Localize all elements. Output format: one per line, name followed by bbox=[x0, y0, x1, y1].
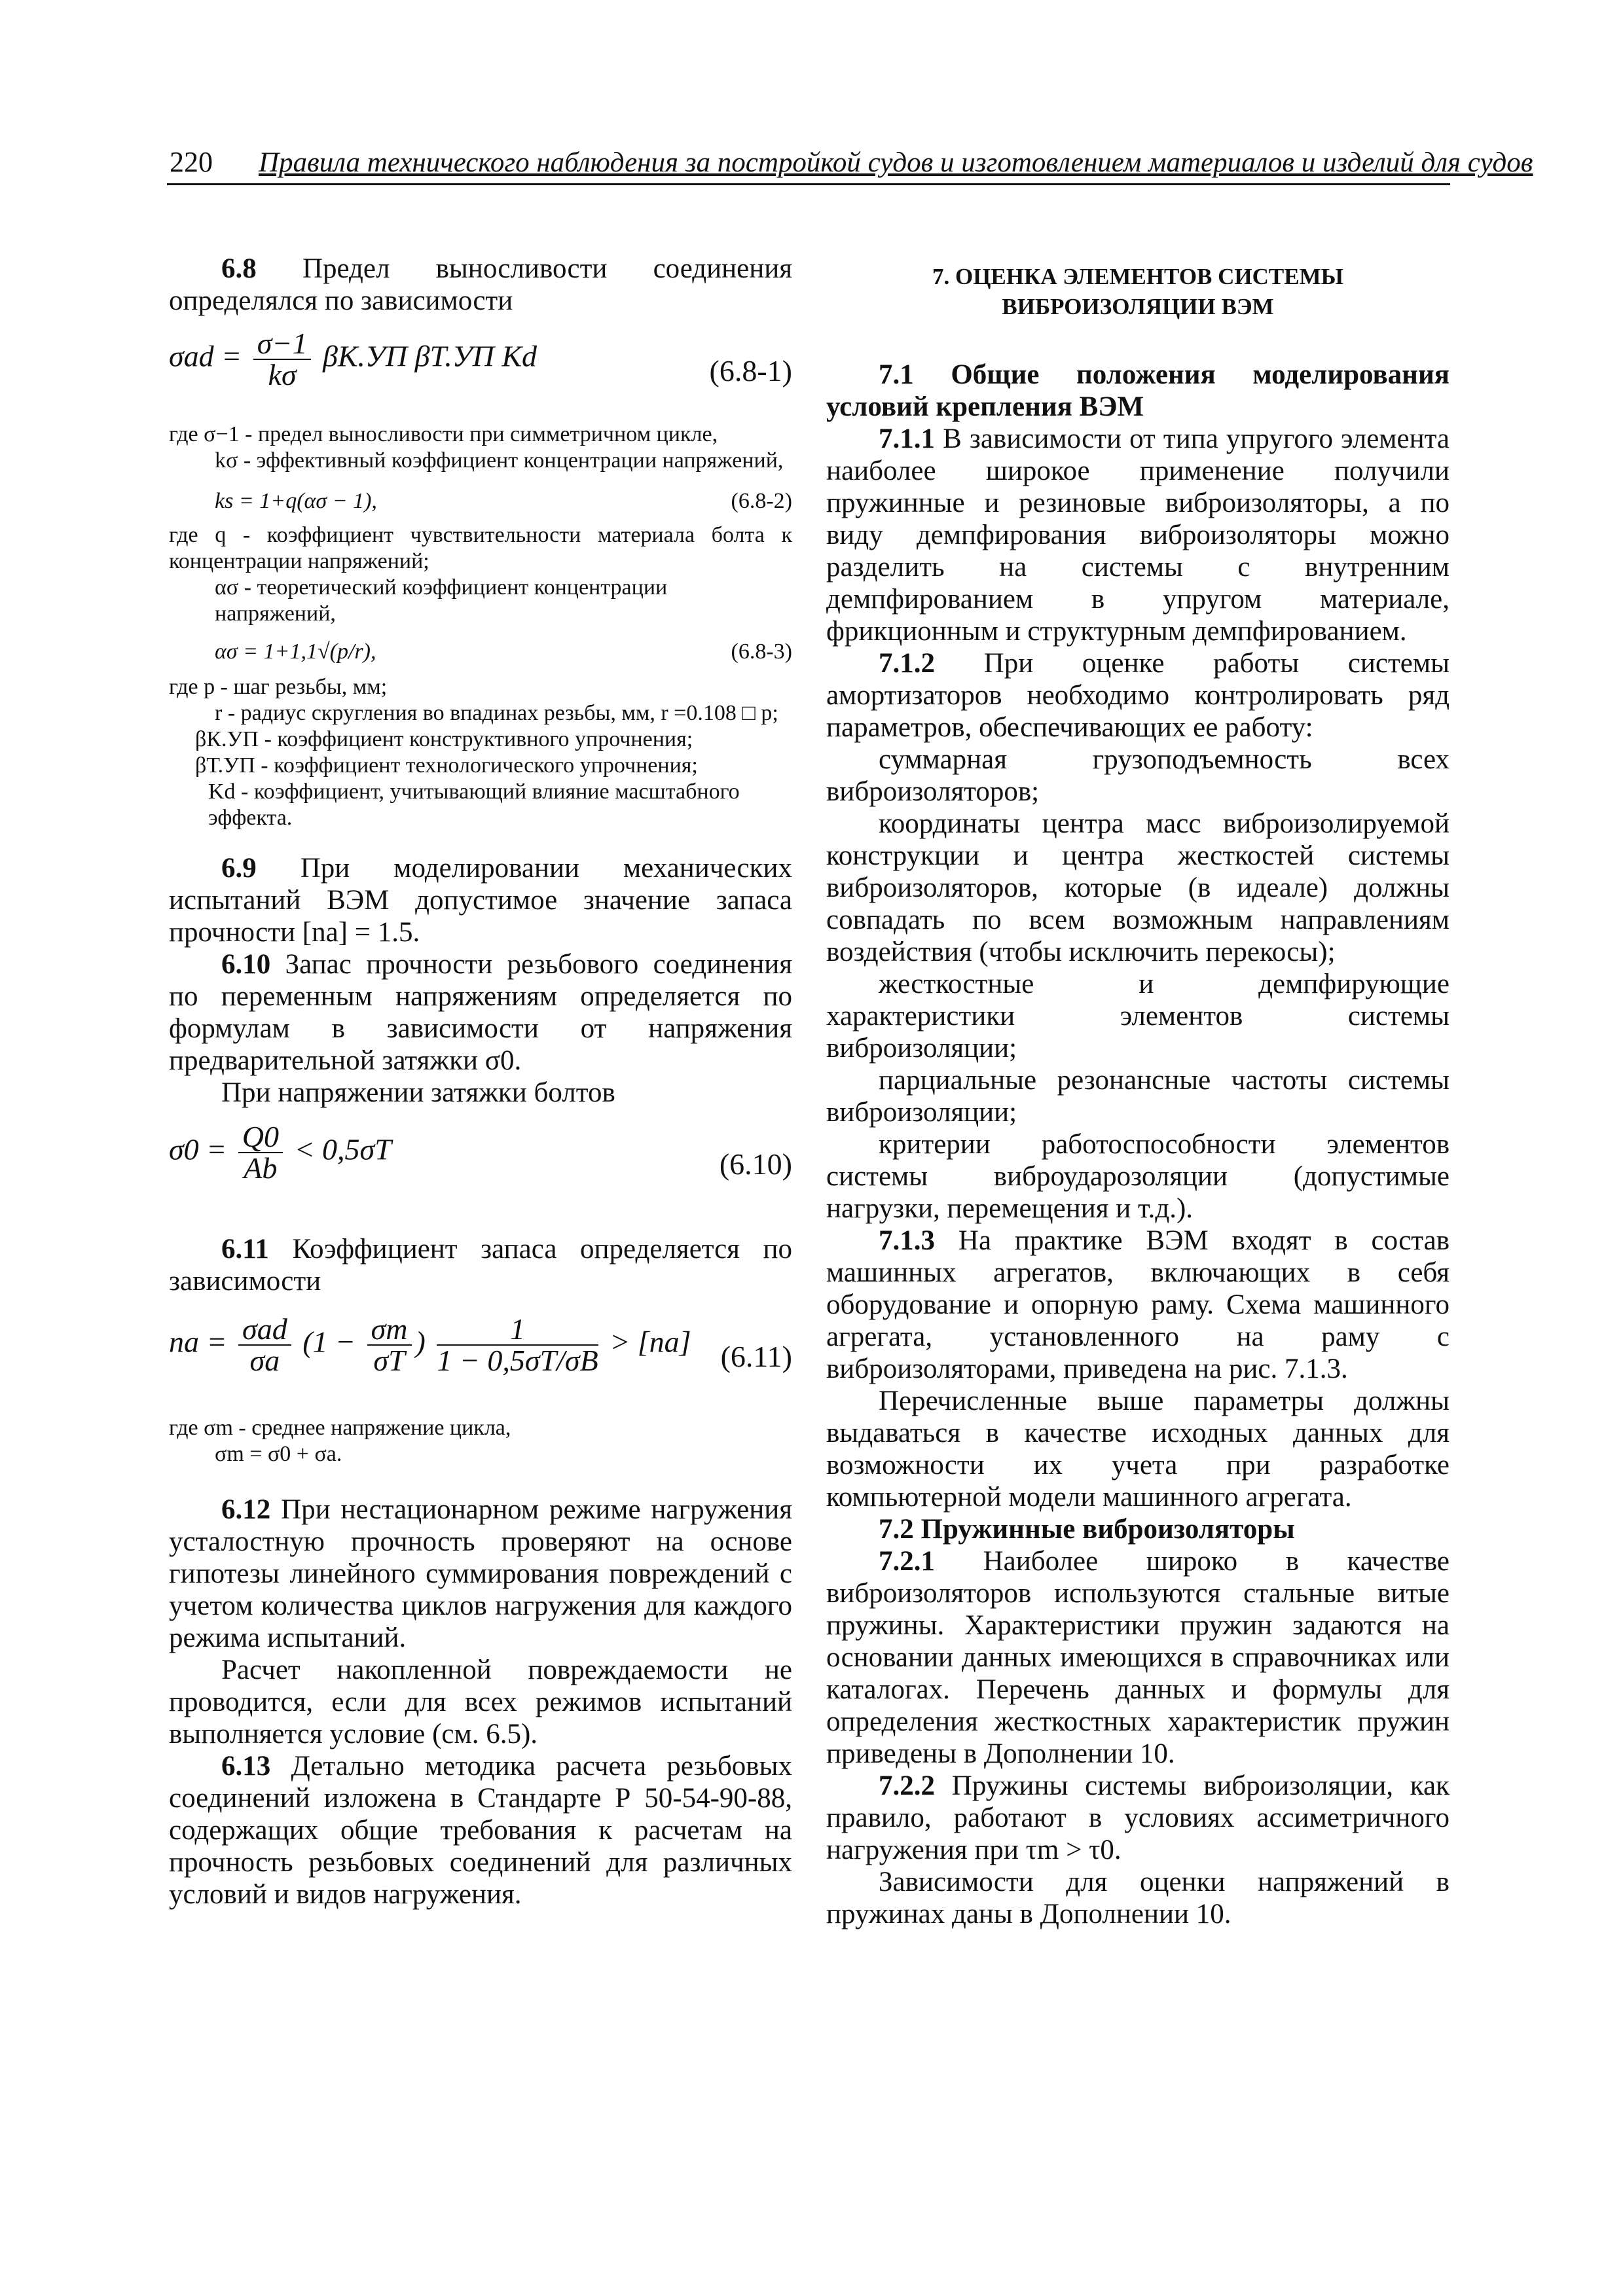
where-block-4: где σm - среднее напряжение цикла, σm = σ0 + σa. bbox=[169, 1416, 511, 1466]
left-column bbox=[169, 253, 792, 1910]
paragraph-6-12: 6.12 При нестационарном режиме нагружения усталостную прочность проверяют на основе гипотезы линейного суммирования повреждений с учетом количества циклов нагружения для каждого режима испытаний. bbox=[169, 1494, 793, 1653]
page-header bbox=[167, 143, 1533, 185]
paragraph-7-1-2: 7.1.2 При оценке работы системы амортизаторов необходимо контролировать ряд параметров, обеспечивающих ее работу: bbox=[826, 648, 1450, 743]
formula-6-10: σ0 = $\frac{Q0}{Ab}$ < 0,5σT (6.10) bbox=[169, 1120, 792, 1185]
formula-6-8-3: ασ = 1+1,1√(p/r), (6.8-3) bbox=[215, 639, 792, 664]
list-item: суммарная грузоподъемность всех виброизоляторов; bbox=[826, 744, 1450, 807]
where-block-3: где p - шаг резьбы, мм; r - радиус скругления во впадинах резьбы, мм, r =0.108 □ p; βК.УП - коэффициент конструктивного упрочнения; βТ.УП - коэффициент технологического упрочнения; Kd - коэффициент, учитывающий влияние масштабного эффекта. bbox=[169, 675, 778, 830]
paragraph-7-2-2-b: Зависимости для оценки напряжений в пружинах даны в Дополнении 10. bbox=[826, 1867, 1450, 1929]
formula-6-8-1: σad = $\frac{\sigma-1}{k\sigma}$ βК.УП βТ.УП Kd (6.8-1) bbox=[169, 327, 792, 391]
paragraph-6-8: 6.8 Предел выносливости соединения определялся по зависимости bbox=[169, 253, 793, 316]
paragraph-6-10: 6.10 Запас прочности резьбового соединения по переменным напряжениям определяется по формулам в зависимости от напряжения предварительной затяжки σ0. bbox=[169, 949, 792, 1076]
paragraph-7-1-1: 7.1.1 В зависимости от типа упругого элемента наиболее широкое применение получили пружинные и резиновые виброизоляторы, а по виду демпфирования виброизоляторы можно разделить на системы с внутренним демпфированием в упругом материале, фрикционным и структурным демпфированием. bbox=[826, 423, 1450, 647]
paragraph-6-13: 6.13 Детально методика расчета резьбовых соединений изложена в Стандарте Р 50-54-90-88, содержащих общие требования к расчетам на прочность резьбовых соединений для различных условий и видов нагружения. bbox=[169, 1751, 792, 1910]
where-block-1: где σ−1 - предел выносливости при симметричном цикле, kσ - эффективный коэффициент концентрации напряжений, bbox=[169, 422, 784, 473]
paragraph-6-9: 6.9 При моделировании механических испытаний ВЭМ допустимое значение запаса прочности [na] = 1.5. bbox=[169, 853, 793, 948]
list-item: критерии работоспособности элементов системы виброударозоляции (допустимые нагрузки, перемещения и т.д.). bbox=[826, 1129, 1450, 1224]
right-column bbox=[826, 262, 1450, 1930]
paragraph-6-11: 6.11 Коэффициент запаса определяется по зависимости bbox=[169, 1234, 793, 1297]
section-7-2-heading: 7.2 Пружинные виброизоляторы bbox=[879, 1514, 1295, 1545]
paragraph-7-1-3-b: Перечисленные выше параметры должны выдаваться в качестве исходных данных для возможности их учета при разработке компьютерной модели машинного агрегата. bbox=[826, 1386, 1450, 1513]
paragraph-6-10-b: При напряжении затяжки болтов bbox=[221, 1077, 615, 1108]
page-number: 220 bbox=[170, 146, 213, 178]
paragraph-7-2-2: 7.2.2 Пружины системы виброизоляции, как правило, работают в условиях ассиметричного нагружения при τm > τ0. bbox=[826, 1770, 1450, 1865]
list-item: парциальные резонансные частоты системы виброизоляции; bbox=[826, 1065, 1450, 1128]
section-7-heading: 7. ОЦЕНКА ЭЛЕМЕНТОВ СИСТЕМЫ ВИБРОИЗОЛЯЦИИ ВЭМ bbox=[932, 264, 1344, 319]
list-item: жесткостные и демпфирующие характеристики элементов системы виброизоляции; bbox=[826, 969, 1450, 1064]
formula-6-11: na = $\frac{\text{σad}}{\sigma a}$ (1 − $\frac{\sigma m}{\sigma T}$ ) $\frac{1}{1 - 0,5\sigma T/\sigma B}$ > [na] (6.11) bbox=[169, 1312, 792, 1377]
paragraph-6-12-b: Расчет накопленной повреждаемости не проводится, если для всех режимов испытаний выполняется условие (см. 6.5). bbox=[169, 1655, 792, 1749]
paragraph-7-2-1: 7.2.1 Наиболее широко в качестве виброизоляторов используются стальные витые пружины. Характеристики пружин задаются на основании данных имеющихся в справочниках или каталогах. Перечень данных и формулы для определения жесткостных характеристик пружин приведены в Дополнении 10. bbox=[826, 1546, 1450, 1769]
running-title: Правила технического наблюдения за постройкой судов и изготовлением материалов и изделий для судов bbox=[259, 147, 1533, 178]
formula-6-8-2: ks = 1+q(ασ − 1), (6.8-2) bbox=[215, 489, 792, 513]
list-item: координаты центра масс виброизолируемой конструкции и центра жесткостей системы виброизоляторов, которые (в идеале) должны совпадать по всем возможным направлениям воздействия (чтобы исключить перекосы); bbox=[826, 808, 1450, 967]
section-7-1-heading: 7.1 Общие положения моделирования условий крепления ВЭМ bbox=[826, 359, 1450, 422]
paragraph-7-1-3: 7.1.3 На практике ВЭМ входят в состав машинных агрегатов, включающих в себя оборудование и опорную раму. Схема машинного агрегата, установленного на раму с виброизоляторами, приведена на рис. 7.1.3. bbox=[826, 1225, 1450, 1384]
where-block-2: где q - коэффициент чувствительности материала болта к концентрации напряжений; ασ - теоретический коэффициент концентрации напряжений, bbox=[169, 523, 792, 626]
